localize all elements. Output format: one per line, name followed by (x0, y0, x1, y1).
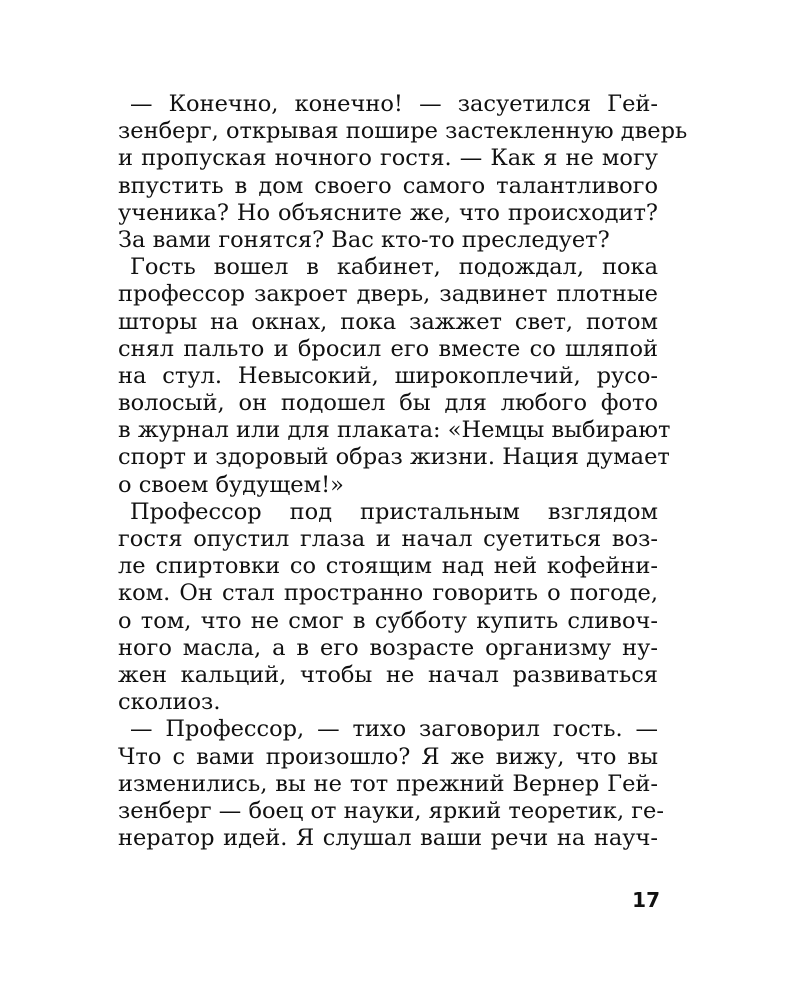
text-line: Что с вами произошло? Я же вижу, что вы (118, 743, 658, 770)
text-line: профессор закроет дверь, задвинет плотные (118, 281, 658, 308)
text-line: ле спиртовки со стоящим над ней кофейни- (118, 553, 658, 580)
text-line: зенберг, открывая пошире застекленную дверь (118, 118, 688, 145)
text-line: изменились, вы не тот прежний Вернер Гей- (118, 770, 658, 797)
text-line: о своем будущем!» (118, 471, 344, 498)
text-line: Профессор под пристальным взглядом (130, 498, 658, 525)
text-line: спорт и здоровый образ жизни. Нация думает (118, 444, 670, 471)
text-line: гостя опустил глаза и начал суетиться воз- (118, 526, 658, 552)
text-line: ного масла, а в его возрасте организму ну- (118, 634, 658, 661)
text-line: ученика? Но объясните же, что происходит? (118, 199, 658, 226)
text-line: волосый, он подошел бы для любого фото (118, 390, 658, 417)
text-line: нератор идей. Я слушал ваши речи на науч- (118, 825, 658, 852)
page-number: 17 (632, 888, 660, 912)
text-line: и пропуская ночного гостя. — Как я не могу (118, 145, 658, 172)
text-line: в журнал или для плаката: «Немцы выбирают (118, 417, 671, 444)
text-line: Гость вошел в кабинет, подождал, пока (130, 254, 658, 281)
text-line: на стул. Невысокий, широкоплечий, русо- (118, 362, 658, 389)
text-line: — Профессор, — тихо заговорил гость. — (130, 716, 658, 743)
text-line: о том, что не смог в субботу купить сливоч- (118, 607, 658, 634)
text-line: снял пальто и бросил его вместе со шляпой (118, 335, 658, 362)
text-line: впустить в дом своего самого талантливого (118, 172, 658, 199)
text-line: — Конечно, конечно! — засуетился Гей- (130, 91, 658, 117)
body-text (118, 91, 688, 852)
text-line: жен кальций, чтобы не начал развиваться (118, 661, 658, 688)
text-line: сколиоз. (118, 689, 221, 716)
text-line: зенберг — боец от науки, яркий теоретик, ге- (118, 797, 664, 824)
text-line: ком. Он стал пространно говорить о погоде, (118, 580, 658, 607)
text-line: шторы на окнах, пока зажжет свет, потом (118, 308, 658, 335)
text-line: За вами гонятся? Вас кто-то преследует? (118, 226, 610, 253)
